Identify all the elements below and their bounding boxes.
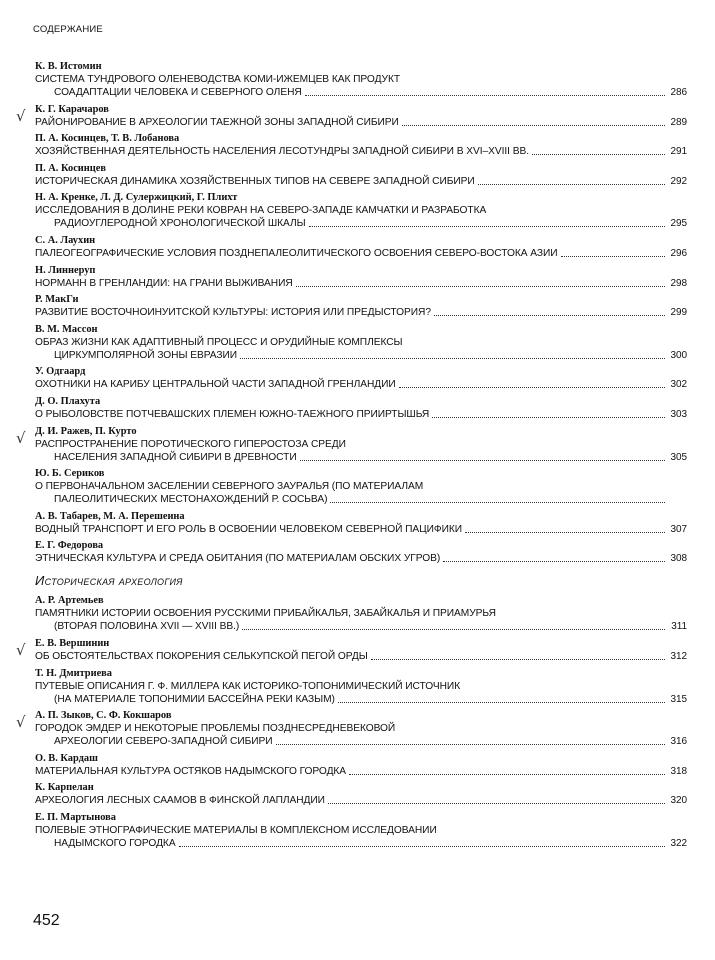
entry-title: (ВТОРАЯ ПОЛОВИНА XVII — XVIII ВВ.) xyxy=(54,621,240,633)
entry-page: 300 xyxy=(670,349,687,361)
entry-page: 286 xyxy=(670,87,687,98)
entry-title: РАСПРОСТРАНЕНИЕ ПОРОТИЧЕСКОГО ГИПЕРОСТОЗА СРЕДИ xyxy=(35,438,346,450)
entry-title: ХОЗЯЙСТВЕННАЯ ДЕЯТЕЛЬНОСТЬ НАСЕЛЕНИЯ ЛЕСОТУНДРЫ ЗАПАДНОЙ СИБИРИ В XVI–XVIII ВВ. xyxy=(35,146,530,158)
entry-authors: А. В. Табарев, М. А. Перешеина xyxy=(35,510,185,522)
entry-page: 292 xyxy=(670,175,687,187)
entry-title: ПУТЕВЫЕ ОПИСАНИЯ Г. Ф. МИЛЛЕРА КАК ИСТОРИКО-ТОПОНИМИЧЕСКИЙ ИСТОЧНИК xyxy=(35,680,461,692)
entry-title-line xyxy=(35,493,687,506)
entry-title-line xyxy=(35,204,687,217)
dot-leader xyxy=(338,702,665,703)
entry-authors: Д. И. Ражев, П. Курто xyxy=(35,425,137,437)
entry-page: 307 xyxy=(670,523,687,535)
entry-title-line xyxy=(35,116,687,129)
entry-title: ПОЛЕВЫЕ ЭТНОГРАФИЧЕСКИЕ МАТЕРИАЛЫ В КОМПЛЕКСНОМ ИССЛЕДОВАНИИ xyxy=(35,824,437,836)
entry-page: 316 xyxy=(670,736,687,748)
entry-page: 318 xyxy=(670,765,687,777)
entry-page: 298 xyxy=(670,277,687,289)
entry-title: НАДЫМСКОГО ГОРОДКА xyxy=(54,837,176,849)
entry-title: РАЙОНИРОВАНИЕ В АРХЕОЛОГИИ ТАЕЖНОЙ ЗОНЫ ЗАПАДНОЙ СИБИРИ xyxy=(35,116,399,128)
dot-leader xyxy=(371,659,665,660)
entry-page: 303 xyxy=(670,408,687,420)
entry-authors: К. В. Истомин xyxy=(35,61,102,72)
toc-entry xyxy=(35,103,687,129)
entry-title: НАСЕЛЕНИЯ ЗАПАДНОЙ СИБИРИ В ДРЕВНОСТИ xyxy=(54,451,297,463)
entry-page: 295 xyxy=(670,218,687,230)
entry-authors: С. А. Лаухин xyxy=(35,234,96,246)
entry-title-line xyxy=(35,523,687,536)
entry-page: 312 xyxy=(670,650,687,662)
dot-leader xyxy=(443,561,665,562)
entry-authors: Р. МакГи xyxy=(35,294,79,306)
entry-title-line xyxy=(35,765,687,778)
entry-title: ПАЛЕОЛИТИЧЕСКИХ МЕСТОНАХОЖДЕНИЙ Р. СОСЬВА) xyxy=(54,494,328,506)
entry-title: ЭТНИЧЕСКАЯ КУЛЬТУРА И СРЕДА ОБИТАНИЯ (ПО МАТЕРИАЛАМ ОБСКИХ УГРОВ) xyxy=(35,553,441,565)
entry-title: ВОДНЫЙ ТРАНСПОРТ И ЕГО РОЛЬ В ОСВОЕНИИ ЧЕЛОВЕКОМ СЕВЕРНОЙ ПАЦИФИКИ xyxy=(35,523,463,535)
entry-page: 308 xyxy=(670,553,687,565)
entry-title: СОАДАПТАЦИИ ЧЕЛОВЕКА И СЕВЕРНОГО ОЛЕНЯ xyxy=(54,87,302,98)
entry-title: ОХОТНИКИ НА КАРИБУ ЦЕНТРАЛЬНОЙ ЧАСТИ ЗАПАДНОЙ ГРЕНЛАНДИИ xyxy=(35,379,396,391)
entry-title-line xyxy=(35,735,687,748)
entry-title-line xyxy=(35,336,687,349)
entry-title-line xyxy=(35,277,687,290)
entry-title: РАДИОУГЛЕРОДНОЙ ХРОНОЛОГИЧЕСКОЙ ШКАЛЫ xyxy=(54,218,306,230)
toc-entry xyxy=(35,594,687,633)
entry-title-line xyxy=(35,722,687,735)
entry-title: ПАЛЕОГЕОГРАФИЧЕСКИЕ УСЛОВИЯ ПОЗДНЕПАЛЕОЛИТИЧЕСКОГО ОСВОЕНИЯ СЕВЕРО-ВОСТОКА АЗИИ xyxy=(35,247,558,259)
dot-leader xyxy=(399,387,665,388)
entry-title: ЦИРКУМПОЛЯРНОЙ ЗОНЫ ЕВРАЗИИ xyxy=(54,349,238,361)
entry-title-line xyxy=(35,824,687,837)
entry-title: ИСТОРИЧЕСКАЯ ДИНАМИКА ХОЗЯЙСТВЕННЫХ ТИПОВ НА СЕВЕРЕ ЗАПАДНОЙ СИБИРИ xyxy=(35,175,475,187)
entry-authors: Н. Линнеруп xyxy=(35,264,96,276)
entry-title: ОБ ОБСТОЯТЕЛЬСТВАХ ПОКОРЕНИЯ СЕЛЬКУПСКОЙ ПЕГОЙ ОРДЫ xyxy=(35,650,368,662)
dot-leader xyxy=(465,532,665,533)
entry-title-line xyxy=(35,552,687,565)
entry-authors: А. Р. Артемьев xyxy=(35,595,104,607)
dot-leader xyxy=(432,417,665,418)
toc-entry xyxy=(35,811,687,850)
entry-page: 289 xyxy=(670,116,687,128)
entry-authors: В. М. Массон xyxy=(35,323,98,335)
dot-leader xyxy=(561,256,665,257)
entry-title-line xyxy=(35,693,687,706)
entry-title: НОРМАНН В ГРЕНЛАНДИИ: НА ГРАНИ ВЫЖИВАНИЯ xyxy=(35,277,293,289)
toc-entry xyxy=(35,467,687,506)
entry-title-line xyxy=(35,408,687,421)
toc-entry xyxy=(35,264,687,290)
entry-authors: Н. А. Кренке, Л. Д. Сулержицкий, Г. Плихт xyxy=(35,192,238,204)
entry-title: ГОРОДОК ЭМДЕР И НЕКОТОРЫЕ ПРОБЛЕМЫ ПОЗДНЕСРЕДНЕВЕКОВОЙ xyxy=(35,723,396,735)
dot-leader xyxy=(330,502,665,503)
toc-entry xyxy=(35,395,687,421)
dot-leader xyxy=(276,744,665,745)
entry-title-line xyxy=(35,650,687,663)
entry-title-line xyxy=(35,306,687,319)
entry-authors: Д. О. Плахута xyxy=(35,395,101,407)
entry-title: ПАМЯТНИКИ ИСТОРИИ ОСВОЕНИЯ РУССКИМИ ПРИБАЙКАЛЬЯ, ЗАБАЙКАЛЬЯ И ПРИАМУРЬЯ xyxy=(35,608,496,620)
entry-title-line xyxy=(35,837,687,850)
toc-entry xyxy=(35,637,687,663)
entry-authors: Ю. Б. Сериков xyxy=(35,468,105,480)
entry-title-line xyxy=(35,378,687,391)
entry-title: О ПЕРВОНАЧАЛЬНОМ ЗАСЕЛЕНИИ СЕВЕРНОГО ЗАУРАЛЬЯ (ПО МАТЕРИАЛАМ xyxy=(35,481,424,493)
dot-leader xyxy=(532,154,665,155)
entry-title-line xyxy=(35,145,687,158)
entry-title-line xyxy=(35,73,687,86)
entry-page: 296 xyxy=(670,247,687,259)
toc-entry xyxy=(35,667,687,706)
check-mark-icon: √ xyxy=(16,106,26,125)
entry-title-line xyxy=(35,247,687,260)
entry-page: 315 xyxy=(670,693,687,705)
entry-page: 299 xyxy=(670,307,687,319)
entry-title: АРХЕОЛОГИИ СЕВЕРО-ЗАПАДНОЙ СИБИРИ xyxy=(54,736,273,748)
entry-authors: П. А. Косинцев, Т. В. Лобанова xyxy=(35,133,180,145)
entry-title: ИССЛЕДОВАНИЯ В ДОЛИНЕ РЕКИ КОВРАН НА СЕВЕРО-ЗАПАДЕ КАМЧАТКИ И РАЗРАБОТКА xyxy=(35,205,487,217)
running-header: СОДЕРЖАНИЕ xyxy=(33,24,103,35)
entry-title-line xyxy=(35,217,687,230)
dot-leader xyxy=(305,95,665,96)
toc-entry xyxy=(35,191,687,230)
entry-title-line xyxy=(35,349,687,362)
toc-entry xyxy=(35,510,687,536)
entry-title: О РЫБОЛОВСТВЕ ПОТЧЕВАШСКИХ ПЛЕМЕН ЮЖНО-ТАЕЖНОГО ПРИИРТЫШЬЯ xyxy=(35,408,430,420)
entry-authors: А. П. Зыков, С. Ф. Кокшаров xyxy=(35,710,172,722)
check-mark-icon: √ xyxy=(16,428,26,447)
toc-entry xyxy=(35,132,687,158)
entry-title-line xyxy=(35,438,687,451)
check-mark-icon: √ xyxy=(16,640,26,659)
entry-title: ОБРАЗ ЖИЗНИ КАК АДАПТИВНЫЙ ПРОЦЕСС И ОРУДИЙНЫЕ КОМПЛЕКСЫ xyxy=(35,336,403,348)
toc-entry xyxy=(35,365,687,391)
dot-leader xyxy=(242,629,665,630)
entry-page: 322 xyxy=(670,837,687,849)
entry-title-line xyxy=(35,794,687,807)
dot-leader xyxy=(328,803,665,804)
entry-page: 302 xyxy=(670,379,687,391)
entry-title-line xyxy=(35,86,687,99)
dot-leader xyxy=(240,358,665,359)
entry-title-line xyxy=(35,175,687,188)
dot-leader xyxy=(402,125,665,126)
entry-title: (НА МАТЕРИАЛЕ ТОПОНИМИИ БАССЕЙНА РЕКИ КАЗЫМ) xyxy=(54,693,335,705)
toc-entry xyxy=(35,539,687,565)
entry-authors: Е. П. Мартынова xyxy=(35,811,116,823)
entry-page: 320 xyxy=(670,795,687,807)
toc-entry xyxy=(35,709,687,748)
dot-leader xyxy=(179,846,665,847)
entry-title: АРХЕОЛОГИЯ ЛЕСНЫХ СААМОВ В ФИНСКОЙ ЛАПЛАНДИИ xyxy=(35,795,325,807)
entry-authors: Т. Н. Дмитриева xyxy=(35,667,112,679)
dot-leader xyxy=(309,226,665,227)
toc-entry xyxy=(35,293,687,319)
entry-title-line xyxy=(35,480,687,493)
toc-entry xyxy=(35,781,687,807)
dot-leader xyxy=(349,774,665,775)
entry-title-line xyxy=(35,680,687,693)
entry-title-line xyxy=(35,451,687,464)
entry-authors: К. Г. Карачаров xyxy=(35,103,109,115)
toc-entry xyxy=(35,162,687,188)
entry-authors: К. Карпелан xyxy=(35,782,94,794)
entry-title-line xyxy=(35,607,687,620)
section-title: Историческая археология xyxy=(35,573,183,589)
entry-authors: У. Одгаард xyxy=(35,366,86,378)
table-of-contents xyxy=(35,60,687,853)
entry-page: 291 xyxy=(670,146,687,158)
toc-entry xyxy=(35,60,687,99)
entry-title-line xyxy=(35,620,687,633)
toc-entry xyxy=(35,752,687,778)
entry-authors: П. А. Косинцев xyxy=(35,162,106,174)
entry-page: 311 xyxy=(671,621,687,633)
toc-entry xyxy=(35,425,687,464)
toc-entry xyxy=(35,323,687,362)
entry-authors: О. В. Кардаш xyxy=(35,752,98,764)
entry-title: СИСТЕМА ТУНДРОВОГО ОЛЕНЕВОДСТВА КОМИ-ИЖЕМЦЕВ КАК ПРОДУКТ xyxy=(35,74,401,85)
dot-leader xyxy=(478,184,665,185)
page-number: 452 xyxy=(33,912,60,929)
toc-entry xyxy=(35,234,687,260)
dot-leader xyxy=(300,460,665,461)
entry-authors: Е. Г. Федорова xyxy=(35,540,104,552)
entry-authors: Е. В. Вершинин xyxy=(35,637,110,649)
dot-leader xyxy=(434,315,665,316)
check-mark-icon: √ xyxy=(16,713,26,732)
dot-leader xyxy=(296,286,665,287)
entry-title: РАЗВИТИЕ ВОСТОЧНОИНУИТСКОЙ КУЛЬТУРЫ: ИСТОРИЯ ИЛИ ПРЕДЫСТОРИЯ? xyxy=(35,307,431,319)
entry-title: МАТЕРИАЛЬНАЯ КУЛЬТУРА ОСТЯКОВ НАДЫМСКОГО ГОРОДКА xyxy=(35,765,347,777)
entry-page: 305 xyxy=(670,451,687,463)
